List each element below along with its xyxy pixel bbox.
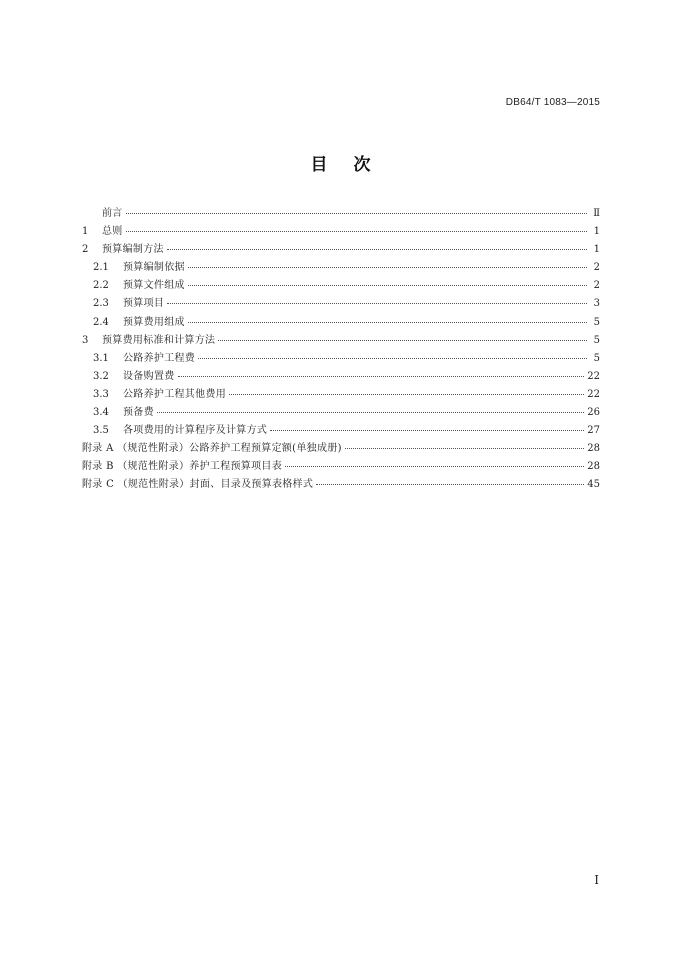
toc-entry-page: 5 <box>593 316 600 328</box>
toc-entry-page: 2 <box>593 262 600 274</box>
dot-leader <box>167 249 587 250</box>
toc-entry-page: 22 <box>587 388 600 400</box>
toc-entry-page: 2 <box>593 280 600 292</box>
toc-entry-page: 5 <box>593 334 600 346</box>
toc-entry-label: 附录 A （规范性附录）公路养护工程预算定额(单独成册) <box>82 443 342 455</box>
toc-entry-label: 公路养护工程费 <box>123 352 196 364</box>
dot-leader <box>188 285 587 286</box>
dot-leader <box>188 322 587 323</box>
toc-entry-number: 3.1 <box>93 352 109 364</box>
toc-subentry[interactable] <box>82 314 600 332</box>
page-title: 目次 <box>310 155 397 175</box>
toc-entry[interactable] <box>82 223 600 241</box>
dot-leader <box>345 448 584 449</box>
toc-entry-label: 前言 <box>102 208 123 219</box>
toc-entry-number: 3.2 <box>93 370 109 382</box>
toc-entry-label: 总则 <box>102 226 123 238</box>
dot-leader <box>198 358 587 359</box>
toc-entry-label: 预算费用组成 <box>123 316 185 328</box>
toc-entry-label: 公路养护工程其他费用 <box>123 388 226 400</box>
toc-entry-page: 1 <box>593 226 600 238</box>
toc-entry-number: 1 <box>82 226 89 238</box>
toc-entry-page: 22 <box>587 370 600 382</box>
toc-entry-page: 28 <box>587 461 600 473</box>
toc-subentry[interactable] <box>82 350 600 368</box>
toc-entry-number: 2.1 <box>93 262 109 274</box>
toc-entry-number: 2.4 <box>93 316 109 328</box>
toc-subentry[interactable] <box>82 386 600 404</box>
dot-leader <box>188 267 587 268</box>
dot-leader <box>126 231 587 232</box>
toc-entry-page: 5 <box>593 352 600 364</box>
toc-subentry[interactable] <box>82 259 600 277</box>
page-number: I <box>594 873 599 887</box>
dot-leader <box>285 466 584 467</box>
toc-entry-page: 3 <box>593 298 600 310</box>
toc-entry-label: 预算费用标准和计算方法 <box>102 334 216 346</box>
toc-subentry[interactable] <box>82 404 600 422</box>
toc-entry-number: 2 <box>82 244 89 256</box>
toc-appendix-entry[interactable] <box>82 476 600 494</box>
dot-leader <box>270 430 584 431</box>
dot-leader <box>218 340 587 341</box>
toc-entry-page: 27 <box>587 425 600 437</box>
toc-entry-label: 预算编制依据 <box>123 262 185 274</box>
table-of-contents <box>82 205 600 495</box>
toc-subentry[interactable] <box>82 277 600 295</box>
toc-entry-number: 3.5 <box>93 425 109 437</box>
toc-entry-page: 28 <box>587 443 600 455</box>
toc-entry[interactable] <box>82 241 600 259</box>
toc-entry-page: 1 <box>593 244 600 256</box>
dot-leader <box>178 376 585 377</box>
toc-entry-number: 2.3 <box>93 298 109 310</box>
toc-entry-number: 3.4 <box>93 407 109 419</box>
toc-subentry[interactable] <box>82 368 600 386</box>
toc-entry[interactable] <box>82 332 600 350</box>
toc-entry-label: 预算文件组成 <box>123 280 185 292</box>
dot-leader <box>167 303 587 304</box>
toc-entry-number: 3 <box>82 334 89 346</box>
toc-entry-label: 附录 B （规范性附录）养护工程预算项目表 <box>82 461 283 473</box>
toc-entry-page: 26 <box>587 407 600 419</box>
toc-entry-number: 3.3 <box>93 388 109 400</box>
toc-entry-page: Ⅱ <box>593 208 600 219</box>
toc-appendix-entry[interactable] <box>82 458 600 476</box>
toc-entry-page: 45 <box>587 479 600 491</box>
dot-leader <box>126 213 587 214</box>
toc-appendix-entry[interactable] <box>82 440 600 458</box>
toc-entry-label: 预算项目 <box>123 298 165 310</box>
toc-entry-label: 设备购置费 <box>123 370 175 382</box>
dot-leader <box>316 484 584 485</box>
toc-entry-number: 2.2 <box>93 280 109 292</box>
toc-entry-label: 附录 C （规范性附录）封面、目录及预算表格样式 <box>82 479 314 491</box>
document-code: DB64/T 1083—2015 <box>505 97 600 108</box>
toc-subentry[interactable] <box>82 295 600 313</box>
toc-subentry[interactable] <box>82 422 600 440</box>
dot-leader <box>157 412 584 413</box>
toc-entry-label: 预备费 <box>123 407 154 419</box>
toc-entry-label: 各项费用的计算程序及计算方式 <box>123 425 268 437</box>
dot-leader <box>229 394 584 395</box>
toc-entry[interactable] <box>82 205 600 223</box>
toc-entry-label: 预算编制方法 <box>102 244 164 256</box>
